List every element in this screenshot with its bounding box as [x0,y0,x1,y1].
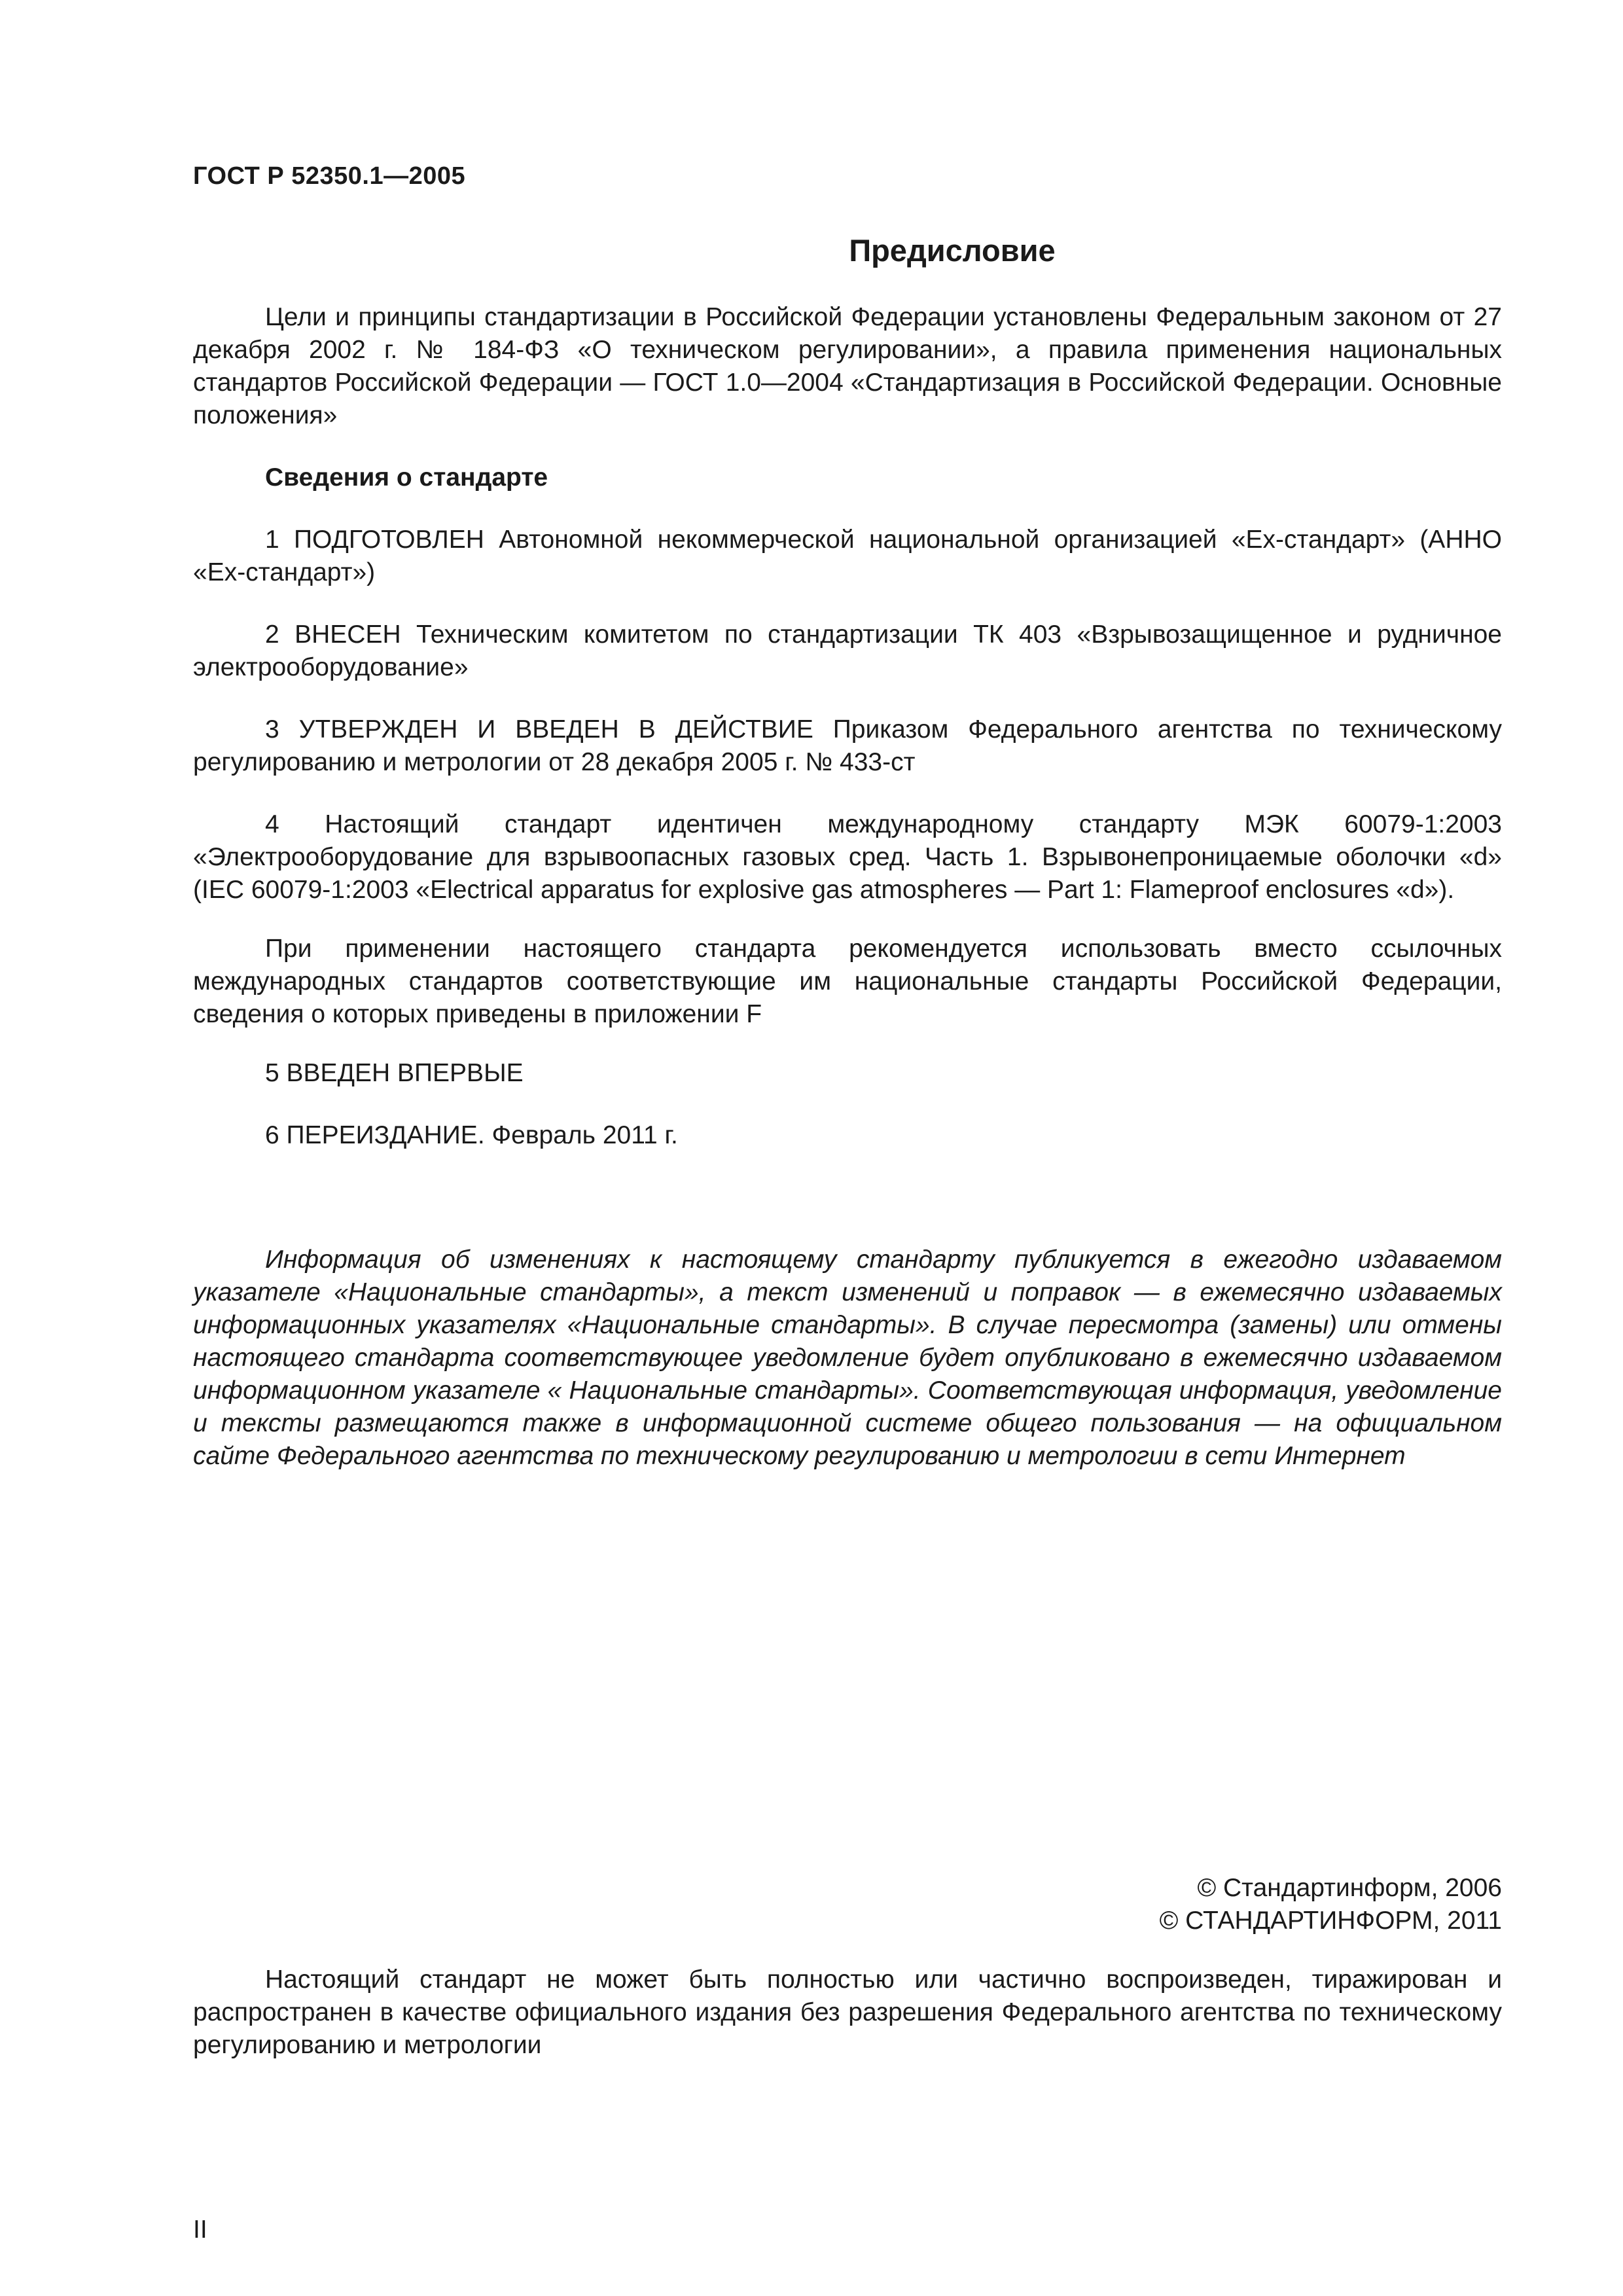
doc-code: ГОСТ Р 52350.1—2005 [193,162,466,190]
copyright-2011: © СТАНДАРТИНФОРМ, 2011 [1159,1907,1502,1935]
item-3: 3 УТВЕРЖДЕН И ВВЕДЕН В ДЕЙСТВИЕ Приказом Федерального агентства по техническому регулированию и метрологии от 28 декабря 2005 г. № 433-ст [193,715,1502,776]
item-6: 6 ПЕРЕИЗДАНИЕ. Февраль 2011 г. [265,1121,678,1149]
section-subhead: Сведения о стандарте [265,463,548,492]
item-4-note: При применении настоящего стандарта рекомендуется использовать вместо ссылочных международных стандартов соответствующие им национальные стандарты Российской Федерации, сведения о которых приведены в приложении F [193,935,1502,1028]
item-5: 5 ВВЕДЕН ВПЕРВЫЕ [265,1059,524,1087]
page-title: Предисловие [849,233,1056,268]
restriction-paragraph: Настоящий стандарт не может быть полностью или частично воспроизведен, тиражирован и распространен в качестве официального издания без разрешения Федерального агентства по техническому регулированию и метрологии [193,1965,1502,2059]
page-number: II [193,2215,207,2244]
item-4: 4 Настоящий стандарт идентичен международному стандарту МЭК 60079-1:2003 «Электрооборудование для взрывоопасных газовых сред. Часть 1. Взрывонепроницаемые оболочки «d» (IEC 60079-1:2003 «Electrical apparatus for explosive gas atmospheres — Part 1: Flameproof enclosures «d»). [193,810,1502,904]
intro-paragraph: Цели и принципы стандартизации в Российской Федерации установлены Федеральным законом от 27 декабря 2002 г. № 184-ФЗ «О техническом регулировании», а правила применения национальных стандартов Российской Федерации — ГОСТ 1.0—2004 «Стандартизация в Российской Федерации. Основные положения» [193,303,1502,429]
item-2: 2 ВНЕСЕН Техническим комитетом по стандартизации ТК 403 «Взрывозащищенное и рудничное электрооборудование» [193,620,1502,681]
copyright-2006: © Стандартинформ, 2006 [1197,1874,1502,1902]
document-page [193,0,1502,2296]
item-1: 1 ПОДГОТОВЛЕН Автономной некоммерческой национальной организацией «Ех-стандарт» (АННО «Ех-стандарт») [193,526,1502,586]
changes-notice: Информация об изменениях к настоящему стандарту публикуется в ежегодно издаваемом указателе «Национальные стандарты», а текст изменений и поправок — в ежемесячно издаваемых информационных указателях «Национальные стандарты». В случае пересмотра (замены) или отмены настоящего стандарта соответствующее уведомление будет опубликовано в ежемесячно издаваемом информационном указателе « Национальные стандарты». Соответствующая информация, уведомление и тексты размещаются также в информационной системе общего пользования — на официальном сайте Федерального агентства по техническому регулированию и метрологии в сети Интернет [193,1246,1502,1470]
